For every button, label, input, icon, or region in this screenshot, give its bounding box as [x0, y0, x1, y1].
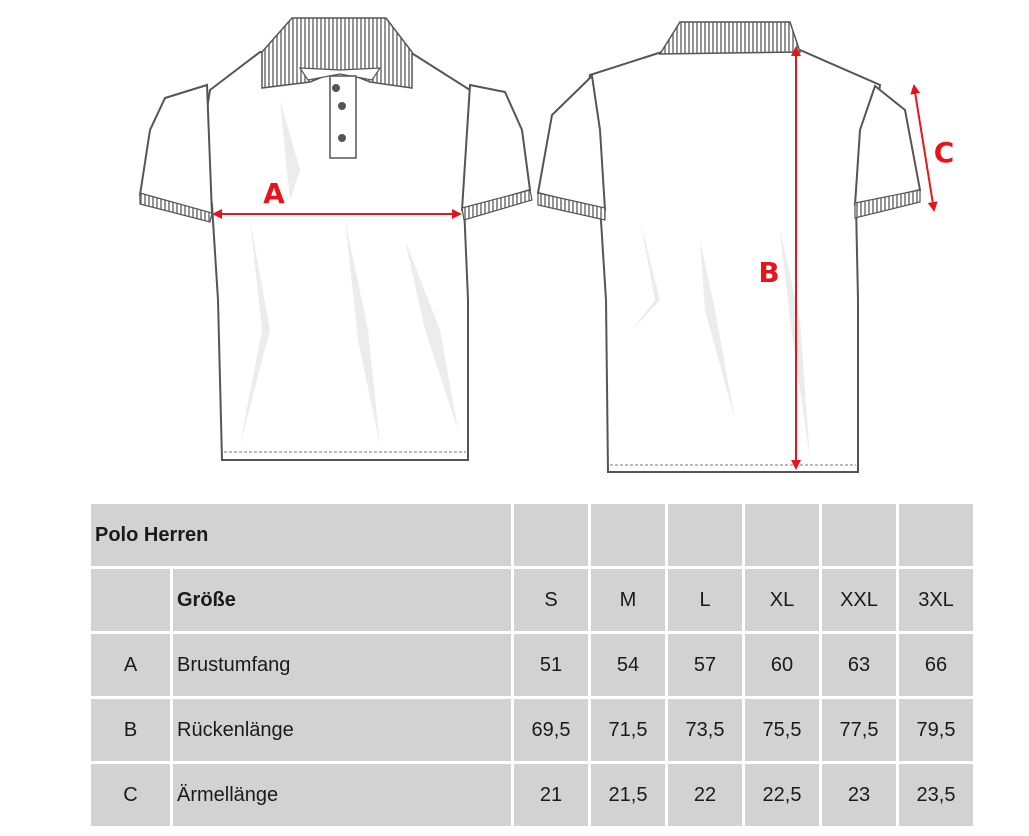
row-key: A: [91, 634, 170, 696]
table-cell: 21: [514, 764, 588, 826]
table-cell: [514, 504, 588, 566]
table-cell: 57: [668, 634, 742, 696]
row-key: B: [91, 699, 170, 761]
table-cell: [745, 504, 819, 566]
table-cell: [899, 504, 973, 566]
row-name: Rückenlänge: [173, 699, 511, 761]
table-cell: [91, 569, 170, 631]
front-shirt-drawing: [140, 18, 532, 460]
table-cell: 77,5: [822, 699, 896, 761]
table-title-row: [91, 504, 973, 566]
table-row: [91, 634, 973, 696]
size-header: M: [591, 569, 665, 631]
size-header: XXL: [822, 569, 896, 631]
table-cell: 79,5: [899, 699, 973, 761]
table-cell: [591, 504, 665, 566]
table-row: [91, 764, 973, 826]
table-title: Polo Herren: [91, 504, 511, 566]
table-cell: [668, 504, 742, 566]
row-key: C: [91, 764, 170, 826]
size-header: XL: [745, 569, 819, 631]
measure-label-c: C: [933, 136, 955, 169]
table-cell: 73,5: [668, 699, 742, 761]
table-cell: 51: [514, 634, 588, 696]
table-cell: 63: [822, 634, 896, 696]
table-header-row: [91, 569, 973, 631]
table-cell: 23,5: [899, 764, 973, 826]
table-cell: 71,5: [591, 699, 665, 761]
table-cell: 75,5: [745, 699, 819, 761]
table-row: [91, 699, 973, 761]
table-cell: 66: [899, 634, 973, 696]
table-cell: 22: [668, 764, 742, 826]
measure-label-b: B: [758, 256, 780, 289]
table-cell: 69,5: [514, 699, 588, 761]
table-cell: 60: [745, 634, 819, 696]
back-shirt-drawing: [538, 22, 954, 472]
table-cell: 54: [591, 634, 665, 696]
table-cell: 23: [822, 764, 896, 826]
row-name: Ärmellänge: [173, 764, 511, 826]
table-cell: 21,5: [591, 764, 665, 826]
size-header-label: Größe: [173, 569, 511, 631]
size-header: S: [514, 569, 588, 631]
row-name: Brustumfang: [173, 634, 511, 696]
table-cell: [822, 504, 896, 566]
size-chart-table: [88, 501, 976, 829]
table-cell: 22,5: [745, 764, 819, 826]
measure-label-a: A: [263, 177, 285, 210]
size-header: L: [668, 569, 742, 631]
size-header: 3XL: [899, 569, 973, 631]
